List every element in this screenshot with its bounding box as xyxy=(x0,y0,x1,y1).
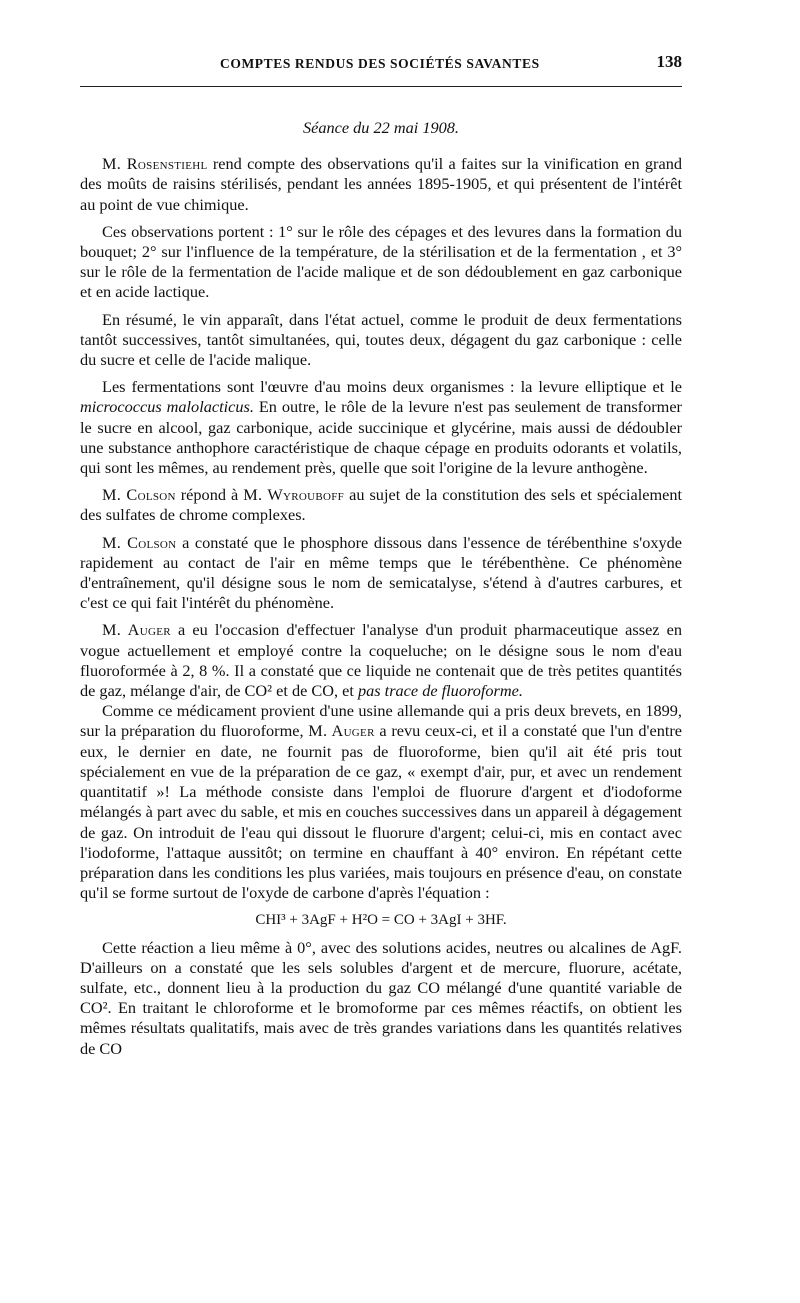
species-name: micrococcus malolacticus. xyxy=(80,397,254,417)
session-heading: Séance du 22 mai 1908. xyxy=(303,118,459,137)
paragraph-fermentations xyxy=(80,377,682,478)
header-rule xyxy=(80,86,682,87)
paragraph-text: a revu ceux-ci, et il a constaté que l'un d'entre eux, le dernier en date, ne fournit pas de fluoroforme, bien qu'il ait été pris tout spécialement en vue de la préparation de ce gaz, « exempt d'air, pur, et avec un rendement quantitatif »! La méthode consiste dans l'emploi de fluorure d'argent et d'iodoforme mélangés à part avec du sable, et mis en couches successives dans un appareil à dégagement de gaz. On introduit de l'eau qui dissout le fluorure d'argent; celui-ci, mis en contact avec l'iodoforme, l'attaque aussitôt; on termine en chauffant à 40° environ. En répétant cette préparation dans les conditions les plus variées, mais toujours en présence d'eau, on constate qu'il se forme surtout de l'oxyde de carbone d'après l'équation : xyxy=(80,721,683,903)
paragraph-auger-analyse xyxy=(80,620,682,701)
speaker-name: M. Auger xyxy=(102,620,171,640)
emphasis-text: pas trace de fluoroforme. xyxy=(357,681,523,701)
speaker-name: M. Colson xyxy=(102,532,177,552)
paragraph-text: a eu l'occasion d'effectuer l'analyse d'un produit pharmaceutique assez en vogue actuellement et employé contre la coqueluche; on le désigne sous le nom d'eau fluoroformée à 2, 8 %. Il a constaté que ce liquide ne contenait que de très petites quantités de gaz, mélange d'air, de CO² et de CO, et xyxy=(80,620,683,701)
chemical-equation: CHI³ + 3AgF + H²O = CO + 3AgI + 3HF. xyxy=(255,912,507,929)
paragraph-text: Les fermentations sont l'œuvre d'au moins deux organismes : la levure elliptique et le xyxy=(102,377,682,397)
paragraph-colson-reply xyxy=(80,485,682,525)
body-text xyxy=(80,118,682,1066)
page-number: 138 xyxy=(656,52,682,71)
paragraph-observations: Ces observations portent : 1° sur le rôle des cépages et des levures dans la formation du bouquet; 2° sur l'influence de la température, de la stérilisation et de la fermentation , et 3° sur le rôle de la fermentation de l'acide malique et de son dédoublement en gaz carbonique et en acide lactique. xyxy=(80,221,682,302)
paragraph-reaction: Cette réaction a lieu même à 0°, avec des solutions acides, neutres ou alcalines de AgF. D'ailleurs on a constaté que les sels solubles d'argent et de mercure, fluorure, acétate, sulfate, etc., donnent lieu à la production du gaz CO mélangé d'une quantité variable de CO². En traitant le chloroforme et le bromoforme par ces mêmes réactifs, on obtient les mêmes résultats qualitatifs, mais avec de très grandes variations dans les quantités relatives de CO xyxy=(80,937,682,1058)
speaker-name: M. Colson xyxy=(102,485,176,505)
paragraph-text: répond à xyxy=(180,485,239,505)
paragraph-text: a constaté que le phosphore dissous dans l'essence de térébenthine s'oxyde rapidement au contact de l'air en même temps que le térébenthène. Ce phénomène d'entraînement, qu'il désigne sous le nom de semicatalyse, s'étend à d'autres carbures, et c'est ce qui fait l'intérêt du phénomène. xyxy=(80,532,682,613)
running-title: COMPTES RENDUS DES SOCIÉTÉS SAVANTES xyxy=(220,56,540,71)
paragraph-text: En outre, le rôle de la levure n'est pas seulement de transformer le sucre en alcool, gaz carbonique, acide succinique et glycérine, mais aussi de dédoubler une substance anthophore caractéristique de chaque cépage en produits odorants et volatils, qui sont les mêmes, au rendement près, quelle que soit l'origine de la levure anthogène. xyxy=(80,397,682,478)
paragraph-text: au sujet de la constitution des sels et spécialement des sulfates de chrome complexes. xyxy=(80,485,682,525)
paragraph-rosenstiehl xyxy=(80,154,682,215)
paragraph-text: rend compte des observations qu'il a faites sur la vinification en grand des moûts de raisins stérilisés, pendant les années 1895-1905, et qui présentent de l'intérêt au point de vue chimique. xyxy=(80,154,682,214)
speaker-name: M. Rosenstiehl xyxy=(102,154,208,174)
paragraph-resume: En résumé, le vin apparaît, dans l'état actuel, comme le produit de deux fermentations tantôt successives, tantôt simultanées, qui, toutes deux, dégagent du gaz carbonique : celle du sucre et celle de l'acide malique. xyxy=(80,309,682,370)
speaker-name: M. Wyrouboff xyxy=(243,485,345,505)
paragraph-colson-phosphore xyxy=(80,533,682,614)
speaker-name: M. Auger xyxy=(308,721,375,741)
paragraph-auger-brevets xyxy=(80,701,682,903)
page-header xyxy=(80,52,682,76)
paragraph-text: Comme ce médicament provient d'une usine allemande qui a pris deux brevets, en 1899, sur la préparation du fluoroforme, xyxy=(80,701,682,741)
